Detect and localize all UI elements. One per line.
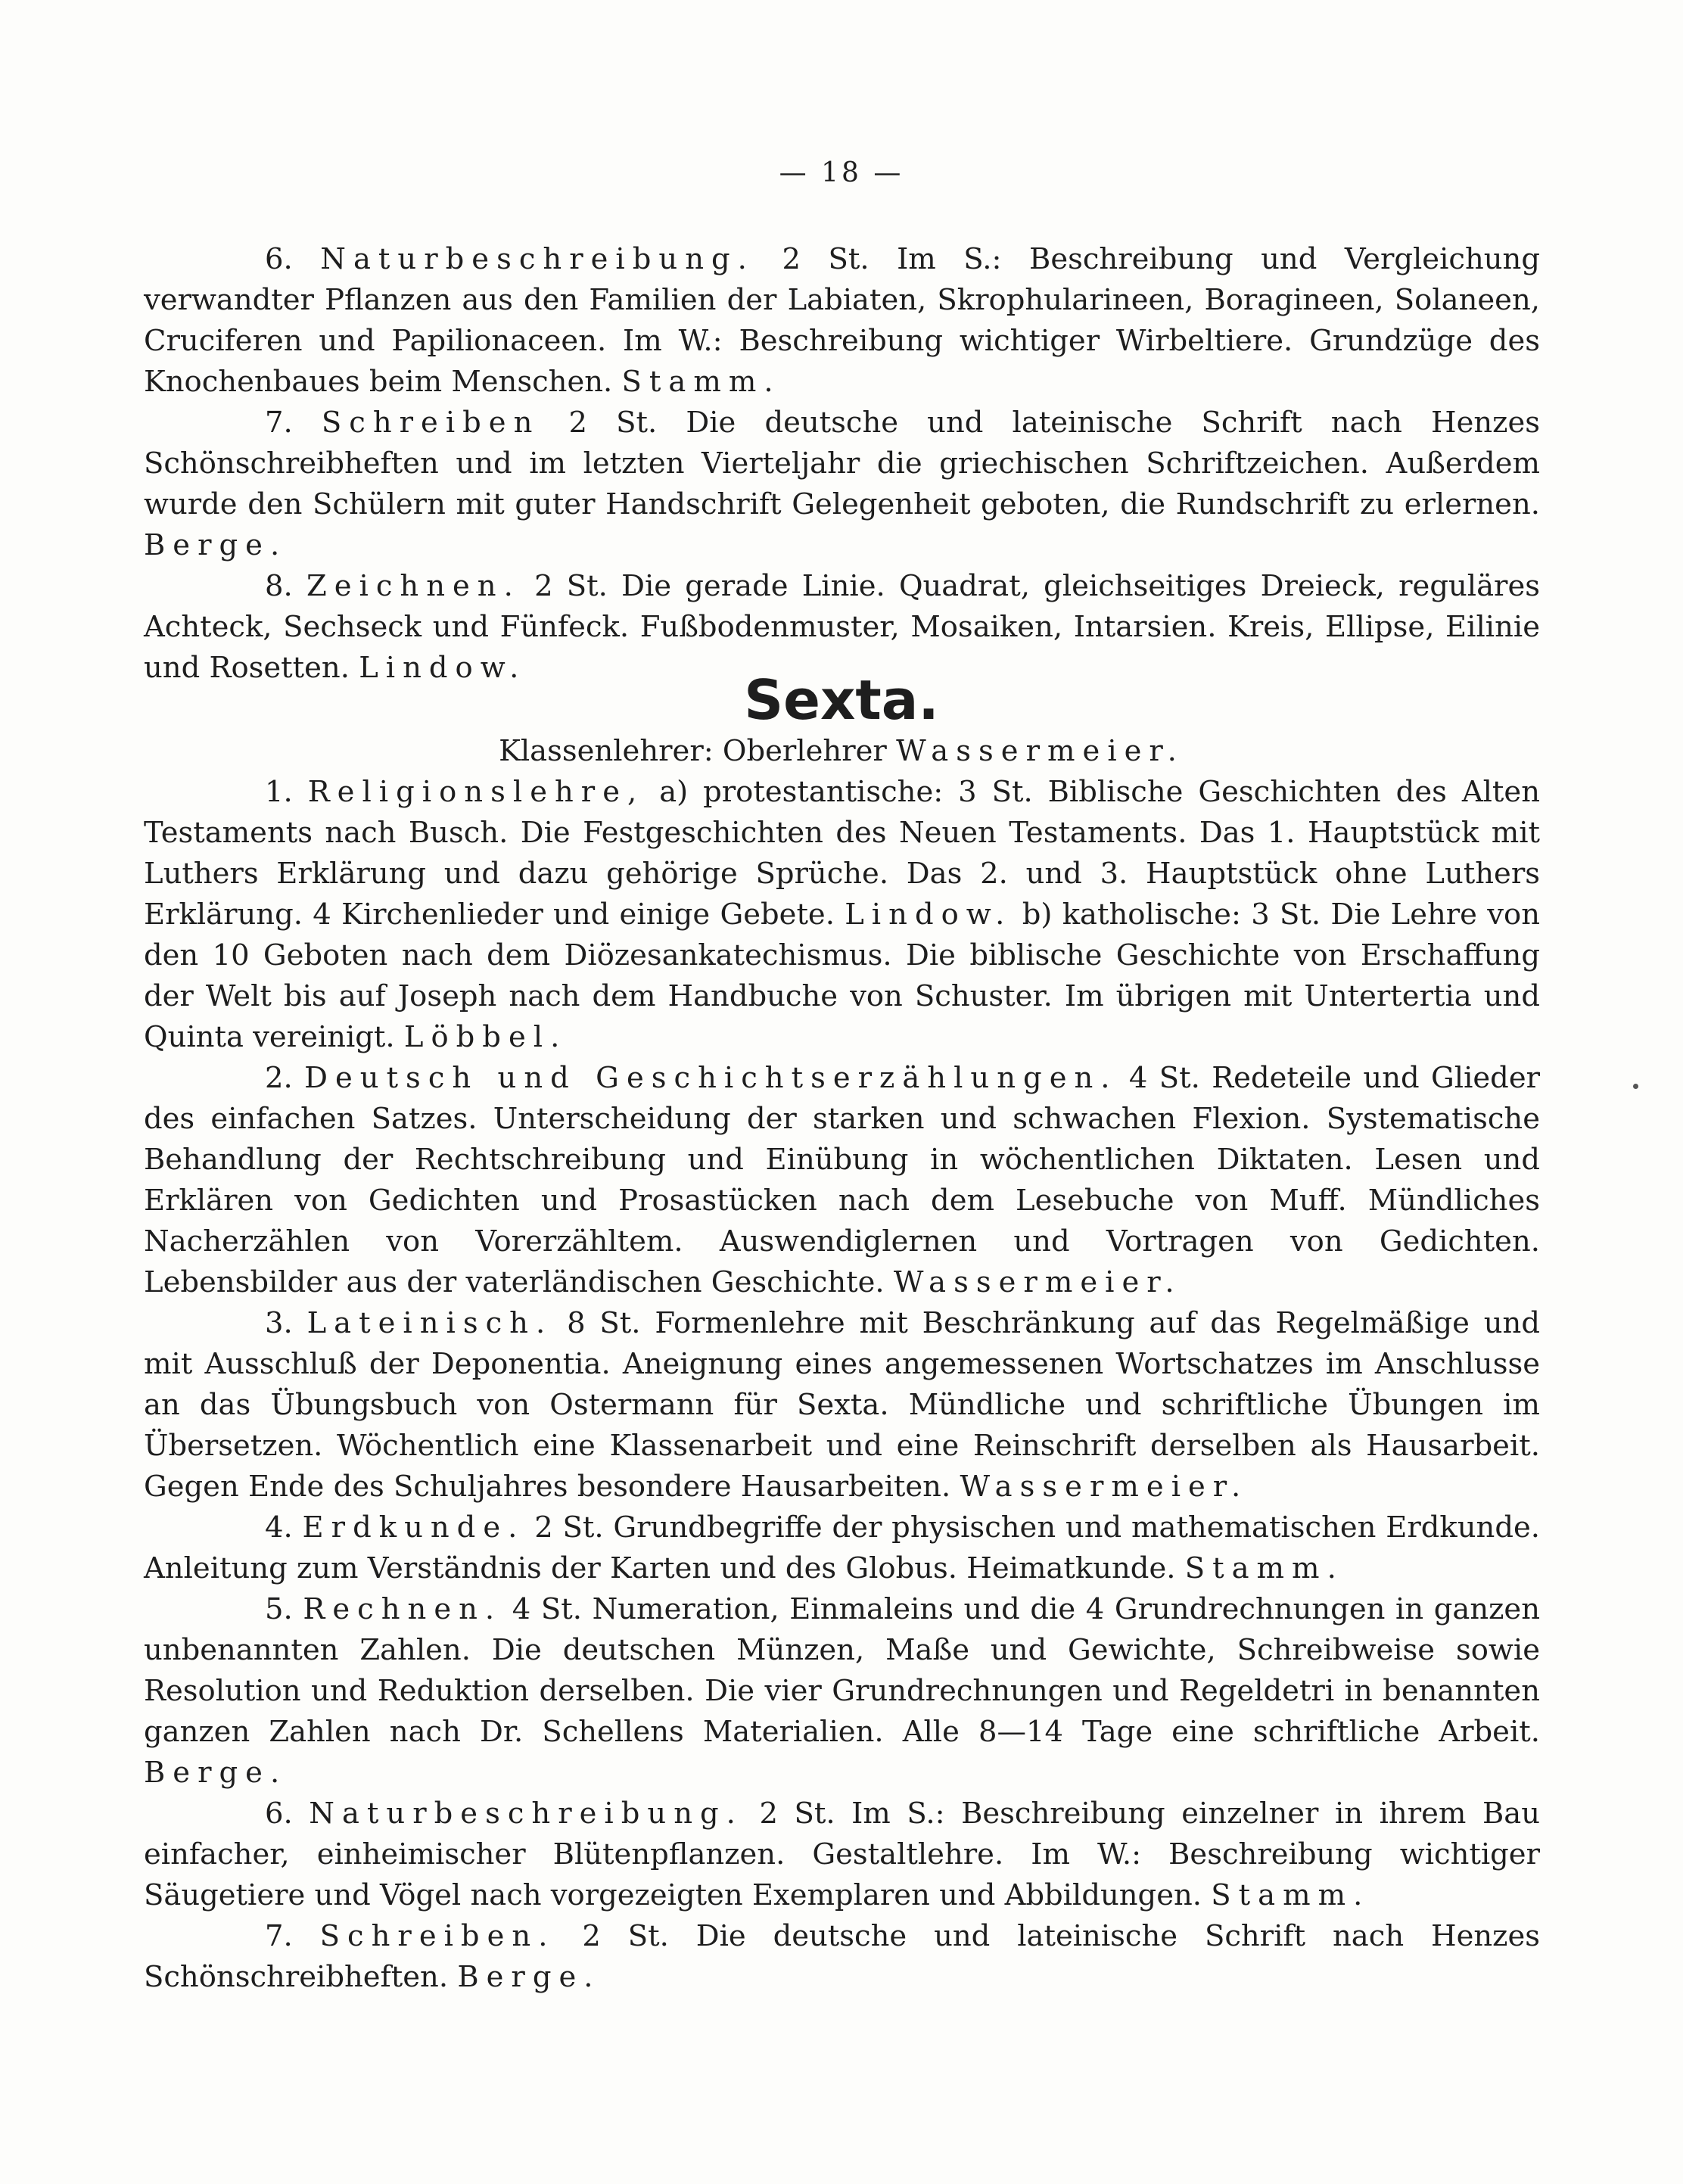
subject-title: Naturbeschreibung. (320, 242, 754, 276)
teacher-name: Berge. (457, 1960, 601, 1994)
paragraph-rechnen (144, 1589, 1540, 1794)
item-text: a) protestantische: 3 St. Biblische Geschichten des Alten Testaments nach Busch. Die Festgeschichten des Neuen Testaments. Das 1. Hauptstück mit Luthers Erklärung und dazu gehörige Sprüche. Das 2. und 3. Hauptstück ohne Luthers Erklärung. 4 Kirchenlieder und einige Gebete. (144, 775, 1540, 932)
teacher-name: Stamm. (1211, 1878, 1370, 1912)
paragraph-religionslehre (144, 772, 1540, 1058)
item-number: 6. (265, 1797, 293, 1831)
teacher-name: Berge. (144, 1756, 288, 1790)
section-heading-sexta: Sexta. (744, 668, 939, 732)
class-teacher-label: Klassenlehrer: Oberlehrer (499, 734, 897, 768)
item-text: 4 St. Numeration, Einmaleins und die 4 Grundrechnungen in ganzen unbenannten Zahlen. Die deutschen Münzen, Maße und Gewichte, Schreibweise sowie Resolution und Reduktion derselben. Die vier Grundrechnungen und Regeldetri in benannten ganzen Zahlen nach Dr. Schellens Materialien. Alle 8—14 Tage eine schriftliche Arbeit. (144, 1592, 1540, 1749)
subject-title: Erdkunde. (302, 1510, 525, 1545)
paragraph-naturbeschreibung (144, 1794, 1540, 1916)
class-teacher-line (0, 731, 1683, 772)
item-number: 6. (265, 242, 293, 276)
item-text: 2 St. Grundbegriffe der physischen und mathematischen Erdkunde. Anleitung zum Verständnis der Karten und des Globus. Heimatkunde. (144, 1510, 1540, 1585)
paragraph-erdkunde (144, 1507, 1540, 1589)
paragraph-lateinisch (144, 1303, 1540, 1507)
subject-title: Religionslehre, (307, 775, 645, 809)
teacher-name: Berge. (144, 528, 288, 562)
paragraph-naturbeschreibung-quinta (144, 239, 1540, 403)
item-number: 8. (265, 569, 293, 603)
class-teacher-name: Wassermeier. (896, 734, 1184, 768)
item-number: 5. (265, 1592, 293, 1626)
item-text: 2 St. Die gerade Linie. Quadrat, gleichseitiges Dreieck, reguläres Achteck, Sechseck und Fünfeck. Fußbodenmuster, Mosaiken, Intarsien. Kreis, Ellipse, Eilinie und Rosetten. (144, 569, 1540, 685)
item-text: 2 St. Im S.: Beschreibung und Vergleichung verwandter Pflanzen aus den Familien der Labiaten, Skrophularineen, Boragineen, Solaneen, Cruciferen und Papilionaceen. Im W.: Beschreibung wichtiger Wirbeltiere. Grundzüge des Knochenbaues beim Menschen. (144, 242, 1540, 399)
item-text: 4 St. Redeteile und Glieder des einfachen Satzes. Unterscheidung der starken und schwachen Flexion. Systematische Behandlung der Rechtschreibung und Einübung in wöchentlichen Diktaten. Lesen und Erklären von Gedichten und Prosastücken nach dem Lesebuche von Muff. Mündliches Nacherzählen von Vorerzähltem. Auswendiglernen und Vortragen von Gedichten. Lebensbilder aus der vaterländischen Geschichte. (144, 1061, 1541, 1299)
item-number: 3. (265, 1306, 293, 1340)
teacher-name: Stamm. (621, 365, 781, 399)
subject-title: Rechnen. (303, 1592, 502, 1626)
ink-spot (1633, 1084, 1638, 1089)
teacher-name: Löbbel. (403, 1020, 568, 1054)
subject-title: Deutsch und Geschichtserzählungen. (304, 1061, 1118, 1095)
subject-title: Naturbeschreibung. (309, 1797, 743, 1831)
teacher-name: Lindow. (845, 898, 1013, 932)
subject-title: Schreiben. (319, 1919, 555, 1953)
teacher-name: Lindow. (359, 651, 527, 685)
subject-title: Lateinisch. (306, 1306, 553, 1340)
item-text: 2 St. Die deutsche und lateinische Schrift nach Henzes Schönschreibheften und im letzten Vierteljahr die griechischen Schriftzeichen. Außerdem wurde den Schülern mit guter Handschrift Gelegenheit geboten, die Rundschrift zu erlernen. (144, 406, 1540, 521)
teacher-name: Wassermeier. (893, 1265, 1182, 1299)
item-number: 7. (265, 406, 293, 440)
item-number: 2. (265, 1061, 293, 1095)
paragraph-schreiben-quinta (144, 403, 1540, 566)
item-text: b) katholische: 3 St. Die Lehre von den 10 Geboten nach dem Diözesankatechismus. Die biblische Geschichte von Erschaffung der Welt bis auf Joseph nach dem Handbuche von Schuster. Im übrigen mit Untertertia und Quinta vereinigt. (144, 898, 1540, 1054)
teacher-name: Wassermeier. (960, 1470, 1249, 1504)
item-number: 7. (265, 1919, 293, 1953)
page-number: — 18 — (779, 157, 904, 188)
item-text: 2 St. Im S.: Beschreibung einzelner in ihrem Bau einfacher, einheimischer Blütenpflanzen. Gestaltlehre. Im W.: Beschreibung wichtiger Säugetiere und Vögel nach vorgezeigten Exemplaren und Abbildungen. (144, 1797, 1540, 1912)
paragraph-schreiben (144, 1916, 1540, 1998)
item-number: 4. (265, 1510, 293, 1545)
item-number: 1. (265, 775, 293, 809)
item-text: 8 St. Formenlehre mit Beschränkung auf das Regelmäßige und mit Ausschluß der Deponentia. Aneignung eines angemessenen Wortschatzes im Anschlusse an das Übungsbuch von Ostermann für Sexta. Mündliche und schriftliche Übungen im Übersetzen. Wöchentlich eine Klassenarbeit und eine Reinschrift derselben als Hausarbeit. Gegen Ende des Schuljahres besondere Hausarbeiten. (144, 1306, 1540, 1504)
paragraph-deutsch (144, 1058, 1540, 1303)
teacher-name: Stamm. (1184, 1551, 1344, 1585)
item-text: 2 St. Die deutsche und lateinische Schrift nach Henzes Schönschreibheften. (144, 1919, 1540, 1994)
sexta-section (144, 772, 1540, 1998)
subject-title: Zeichnen. (306, 569, 521, 603)
subject-title: Schreiben (321, 406, 540, 440)
quinta-tail-section (144, 239, 1540, 689)
